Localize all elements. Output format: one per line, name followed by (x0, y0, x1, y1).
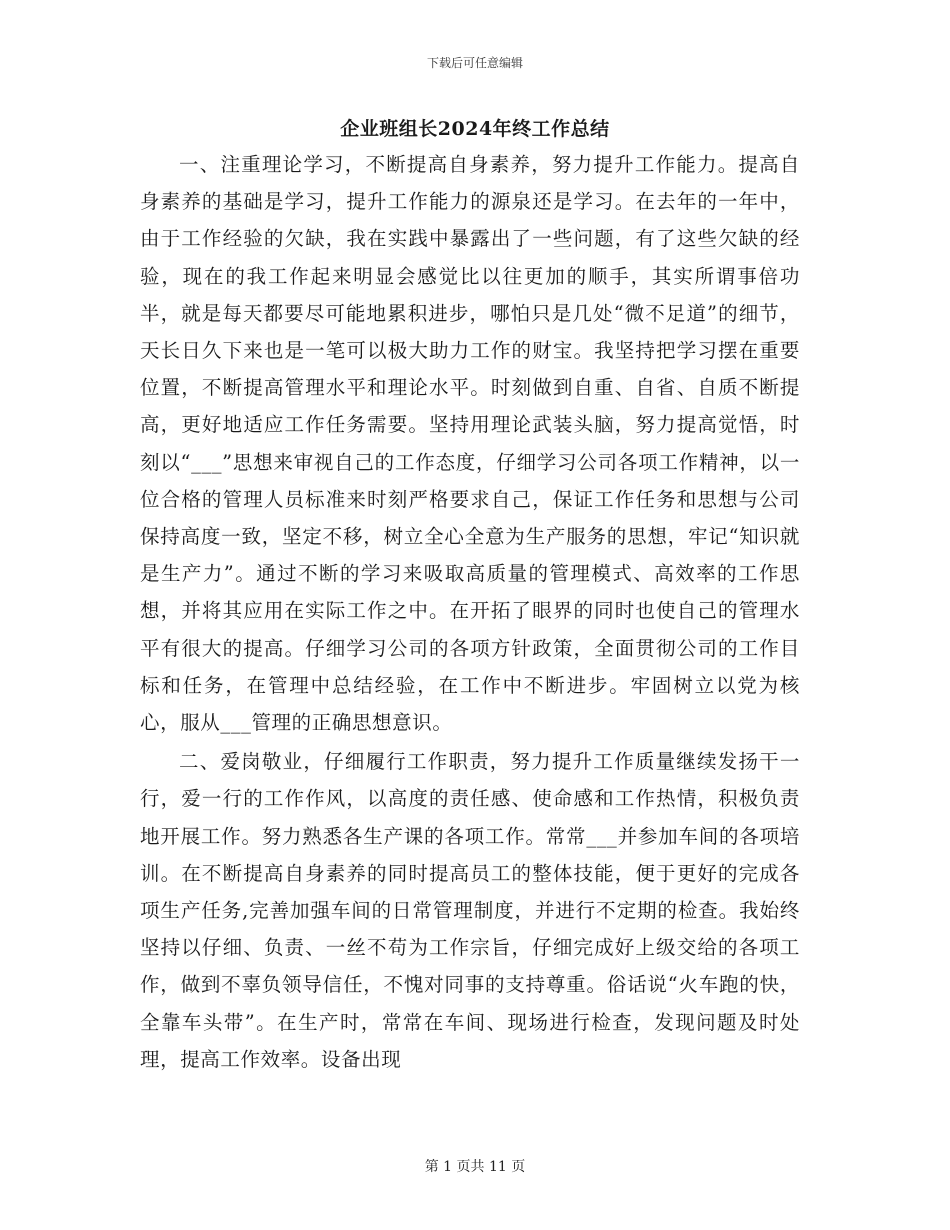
document-body (140, 146, 800, 1080)
document-title: 企业班组长2024年终工作总结 (340, 118, 610, 140)
paragraph-1: 一、注重理论学习，不断提高自身素养，努力提升工作能力。提高自身素养的基础是学习，提升工作能力的源泉还是学习。在去年的一年中，由于工作经验的欠缺，我在实践中暴露出了一些问题，有了这些欠缺的经验，现在的我工作起来明显会感觉比以往更加的顺手，其实所谓事倍功半，就是每天都要尽可能地累积进步，哪怕只是几处“微不足道”的细节，天长日久下来也是一笔可以极大助力工作的财宝。我坚持把学习摆在重要位置，不断提高管理水平和理论水平。时刻做到自重、自省、自质不断提高，更好地适应工作任务需要。坚持用理论武装头脑，努力提高觉悟，时刻以“___”思想来审视自己的工作态度，仔细学习公司各项工作精神，以一位合格的管理人员标准来时刻严格要求自己，保证工作任务和思想与公司保持高度一致，坚定不移，树立全心全意为生产服务的思想，牢记“知识就是生产力”。通过不断的学习来吸取高质量的管理模式、高效率的工作思想，并将其应用在实际工作之中。在开拓了眼界的同时也使自己的管理水平有很大的提高。仔细学习公司的各项方针政策，全面贯彻公司的工作目标和任务，在管理中总结经验，在工作中不断进步。牢固树立以党为核心，服从___管理的正确思想意识。 (140, 153, 800, 735)
paragraph-2: 二、爱岗敬业，仔细履行工作职责，努力提升工作质量继续发扬干一行，爱一行的工作作风，以高度的责任感、使命感和工作热情，积极负责地开展工作。努力熟悉各生产课的各项工作。常常___并参加车间的各项培训。在不断提高自身素养的同时提高员工的整体技能，便于更好的完成各项生产任务,完善加强车间的日常管理制度，并进行不定期的检查。我始终坚持以仔细、负责、一丝不苟为工作宗旨，仔细完成好上级交给的各项工作，做到不辜负领导信任，不愧对同事的支持尊重。俗话说“火车跑的快，全靠车头带”。在生产时，常常在车间、现场进行检查，发现问题及时处理，提高工作效率。设备出现 (140, 750, 800, 1071)
header-note: 下载后可任意编辑 (426, 56, 523, 70)
page-number-footer: 第 1 页共 11 页 (424, 1159, 526, 1175)
